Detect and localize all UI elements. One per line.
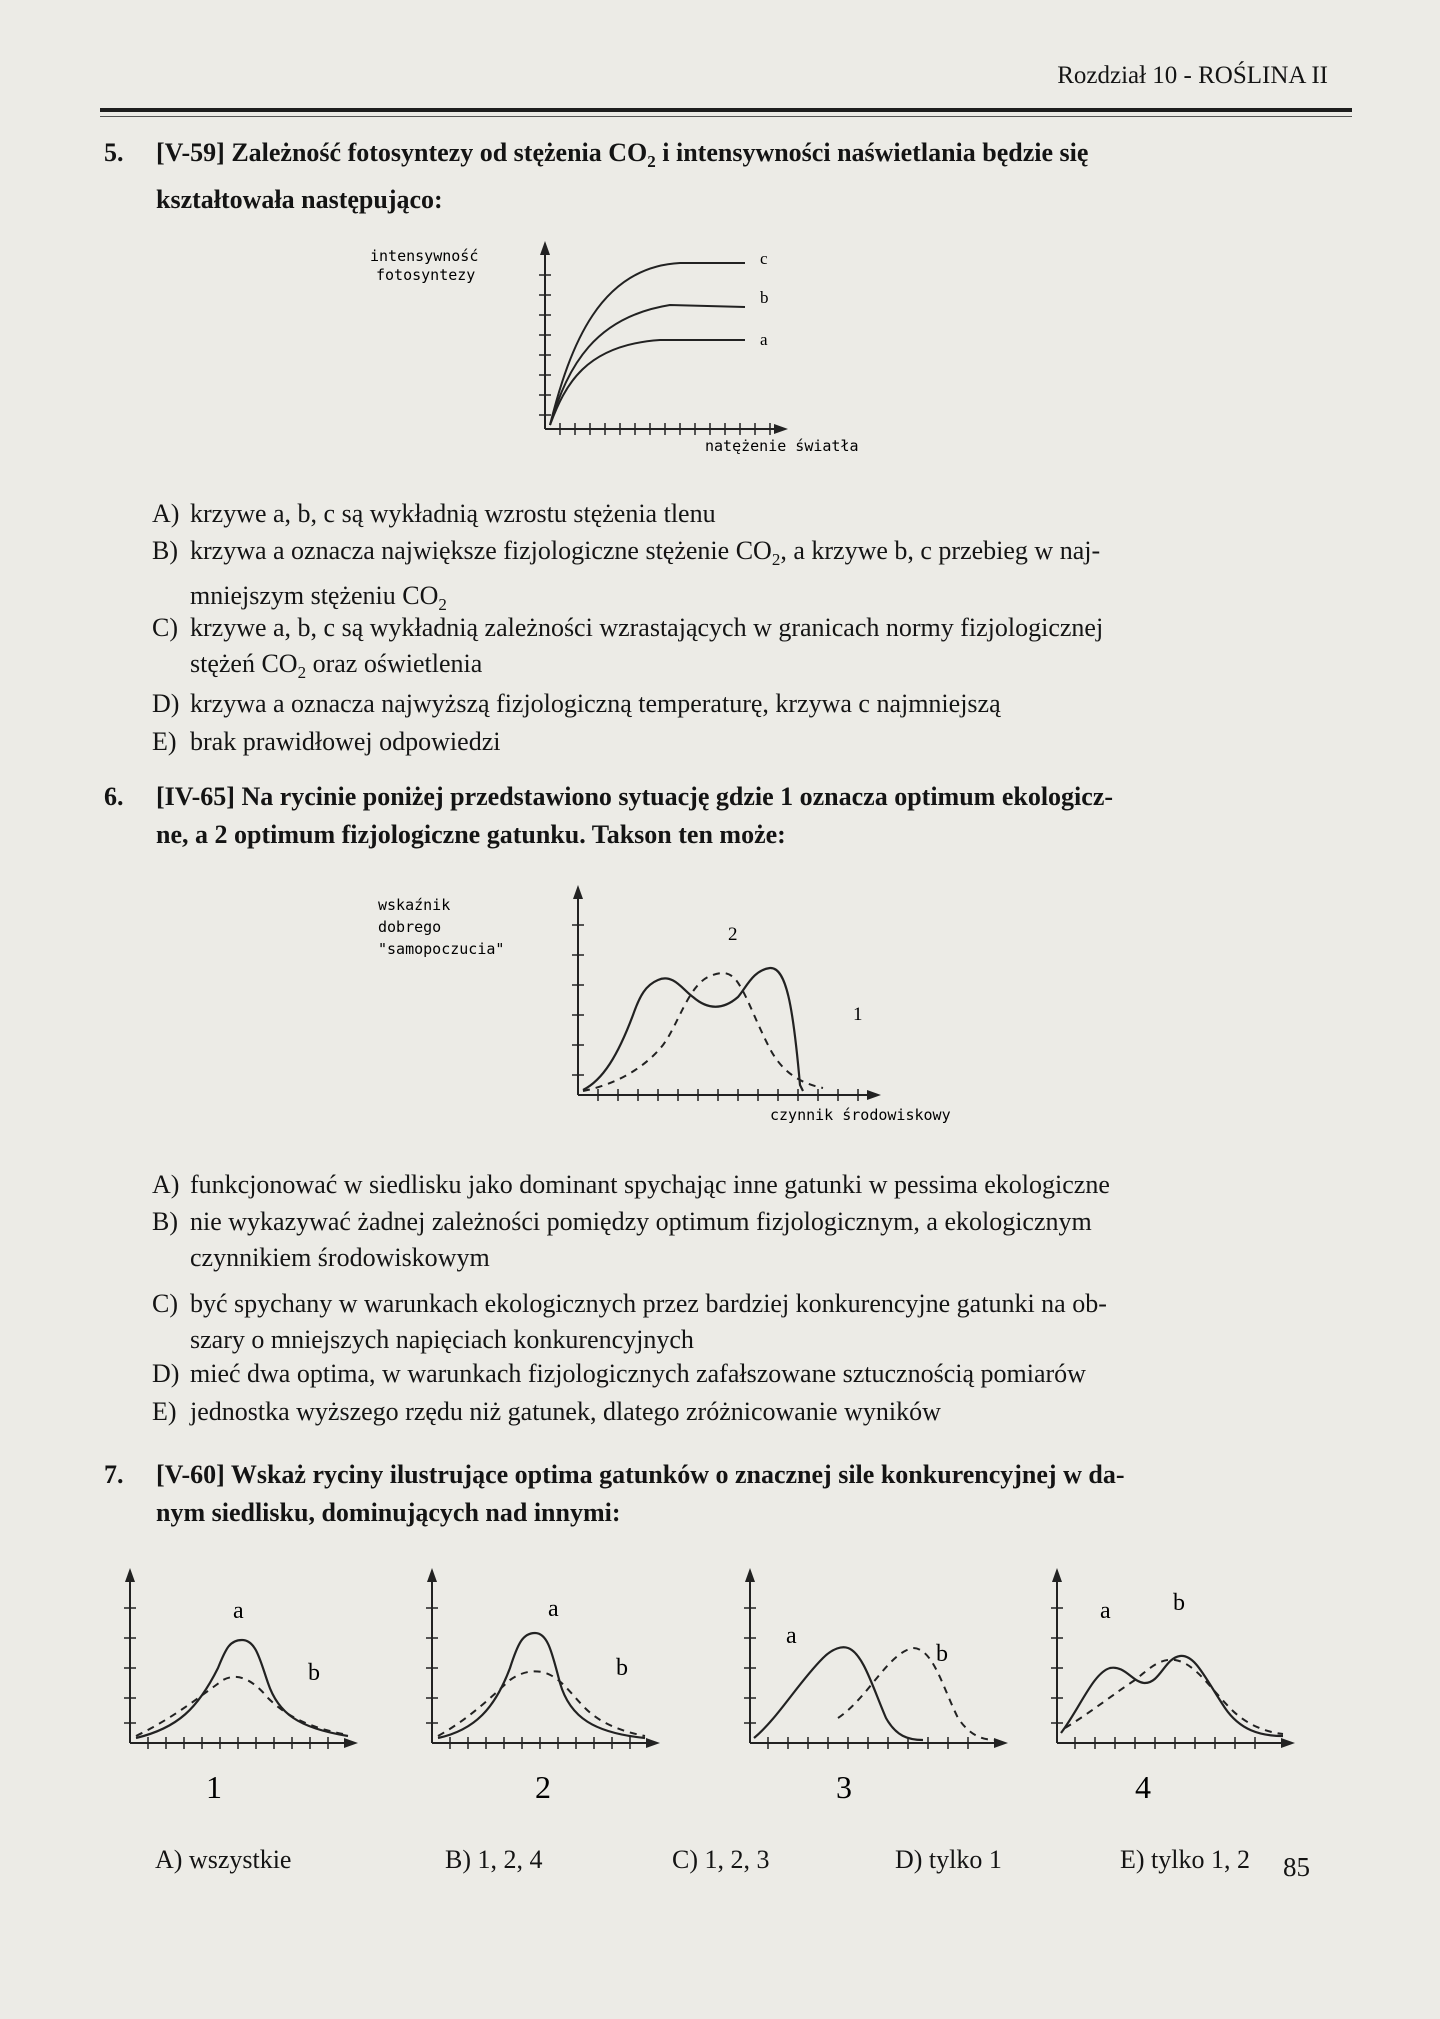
q6-option-b[interactable]: B) nie wykazywać żadnej zależności pomiędzy optimum fizjologicznym, a ekologicznym czynnikiem środowiskowym	[152, 1207, 1092, 1272]
arrow-up-icon	[1052, 1568, 1062, 1582]
label-a: a	[786, 1623, 797, 1649]
q6-option-a[interactable]: A) funkcjonować w siedlisku jako dominant spychając inne gatunki w pessima ekologiczne	[152, 1170, 1110, 1199]
label-a: a	[1100, 1598, 1111, 1624]
axis-ticks	[744, 1608, 968, 1749]
question-7-title: 7. [V-60] Wskaż ryciny ilustrujące optima gatunków o znacznej sile konkurencyjnej w da- nym siedlisku, dominujących nad innymi:	[104, 1456, 1320, 1532]
q6-curve-1-label: 1	[853, 1004, 863, 1025]
label-a: a	[233, 1598, 244, 1624]
q5-curve-a-label: a	[760, 330, 768, 349]
question-number: 6.	[104, 782, 124, 811]
q5-option-a[interactable]: A) krzywe a, b, c są wykładnią wzrostu stężenia tlenu	[152, 499, 716, 528]
q6-curve-ecological-optimum	[583, 968, 803, 1091]
question-number: 7.	[104, 1460, 124, 1489]
q5-option-e[interactable]: E) brak prawidłowej odpowiedzi	[152, 727, 501, 756]
curve-a	[438, 1633, 645, 1738]
q5-curve-b-label: b	[760, 288, 769, 307]
arrow-right-icon	[994, 1738, 1008, 1748]
curve-a	[136, 1640, 348, 1738]
label-b: b	[936, 1641, 948, 1667]
q7-answer-d[interactable]: D) tylko 1	[895, 1845, 1002, 1874]
question-5-title: 5. [V-59] Zależność fotosyntezy od stężenia $CO_2$ i intensywności naświetlania będzie się kształtowała następująco:	[104, 134, 1320, 219]
arrow-right-icon	[646, 1738, 660, 1748]
figure-number: 4	[1135, 1769, 1151, 1805]
q5-photosynthesis-chart	[370, 245, 930, 455]
q5-option-b[interactable]: B) krzywa a oznacza największe fizjologiczne stężenie $CO_2$, a krzywe b, c przebieg w naj- mniejszym stężeniu $CO_2$	[152, 536, 1101, 615]
q7-figure-3	[738, 1568, 1018, 1818]
running-header: Rozdział 10 - ROŚLINA II	[1057, 62, 1328, 89]
curve-a	[754, 1647, 923, 1740]
q5-curve-b	[550, 305, 745, 425]
q6-option-e[interactable]: E) jednostka wyższego rzędu niż gatunek, dlatego zróżnicowanie wyników	[152, 1397, 941, 1426]
q5-curve-c	[550, 263, 745, 425]
q5-curve-a	[550, 340, 745, 425]
label-b: b	[1173, 1590, 1185, 1616]
q6-ylabel-line3: "samopoczucia"	[378, 940, 505, 958]
arrow-right-icon	[1281, 1738, 1295, 1748]
q6-optimum-chart	[378, 885, 1078, 1125]
axis-ticks	[1051, 1608, 1255, 1749]
figure-number: 2	[535, 1769, 551, 1805]
arrow-up-icon	[745, 1568, 755, 1582]
arrow-up-icon	[427, 1568, 437, 1582]
curve-a	[1061, 1656, 1283, 1736]
arrow-right-icon	[344, 1738, 358, 1748]
q7-answer-e[interactable]: E) tylko 1, 2	[1120, 1845, 1250, 1874]
q7-answer-b[interactable]: B) 1, 2, 4	[445, 1845, 543, 1874]
question-number: 5.	[104, 138, 124, 167]
q7-figure-2	[420, 1568, 670, 1818]
q6-curve-2-label: 2	[728, 924, 738, 945]
q6-axis-ticks	[572, 925, 858, 1101]
q5-ylabel-line2: fotosyntezy	[376, 266, 476, 284]
q7-figure-4	[1045, 1568, 1305, 1818]
q6-xlabel: czynnik środowiskowy	[770, 1106, 951, 1124]
label-b: b	[616, 1655, 628, 1681]
header-rule	[100, 108, 1352, 112]
q6-ylabel-line1: wskaźnik	[378, 896, 451, 914]
page-number: 85	[1283, 1852, 1310, 1882]
arrow-right-icon	[774, 424, 788, 434]
q7-answer-a[interactable]: A) wszystkie	[155, 1845, 292, 1874]
q7-figure-1	[118, 1568, 368, 1818]
arrow-right-icon	[867, 1090, 881, 1100]
arrow-up-icon	[573, 885, 583, 899]
label-b: b	[308, 1660, 320, 1686]
figure-number: 3	[836, 1769, 852, 1805]
question-6-title: 6. [IV-65] Na rycinie poniżej przedstawiono sytuację gdzie 1 oznacza optimum ekologicz- ne, a 2 optimum fizjologiczne gatunku. Takson ten może:	[104, 778, 1320, 854]
q5-curve-c-label: c	[760, 249, 768, 268]
figure-number: 1	[206, 1769, 222, 1805]
q7-answer-c[interactable]: C) 1, 2, 3	[672, 1845, 770, 1874]
arrow-up-icon	[125, 1568, 135, 1582]
q6-ylabel-line2: dobrego	[378, 918, 442, 936]
curve-b	[1065, 1660, 1283, 1734]
q5-option-c[interactable]: C) krzywe a, b, c są wykładnią zależności wzrastających w granicach normy fizjologicznej stężeń $CO_2$ oraz oświetlenia	[152, 613, 1104, 683]
header-rule-thin	[100, 116, 1352, 117]
q5-axis-ticks	[539, 275, 770, 435]
q5-xlabel: natężenie światła	[705, 437, 859, 455]
q6-option-d[interactable]: D) mieć dwa optima, w warunkach fizjologicznych zafałszowane sztucznością pomiarów	[152, 1359, 1086, 1388]
label-a: a	[548, 1596, 559, 1622]
q5-option-d[interactable]: D) krzywa a oznacza najwyższą fizjologiczną temperaturę, krzywa c najmniejszą	[152, 689, 1001, 718]
arrow-up-icon	[540, 241, 550, 255]
q6-option-c[interactable]: C) być spychany w warunkach ekologicznych przez bardziej konkurencyjne gatunki na ob- szary o mniejszych napięciach konkurencyjnych	[152, 1289, 1107, 1354]
q5-ylabel-line1: intensywność	[370, 247, 479, 265]
